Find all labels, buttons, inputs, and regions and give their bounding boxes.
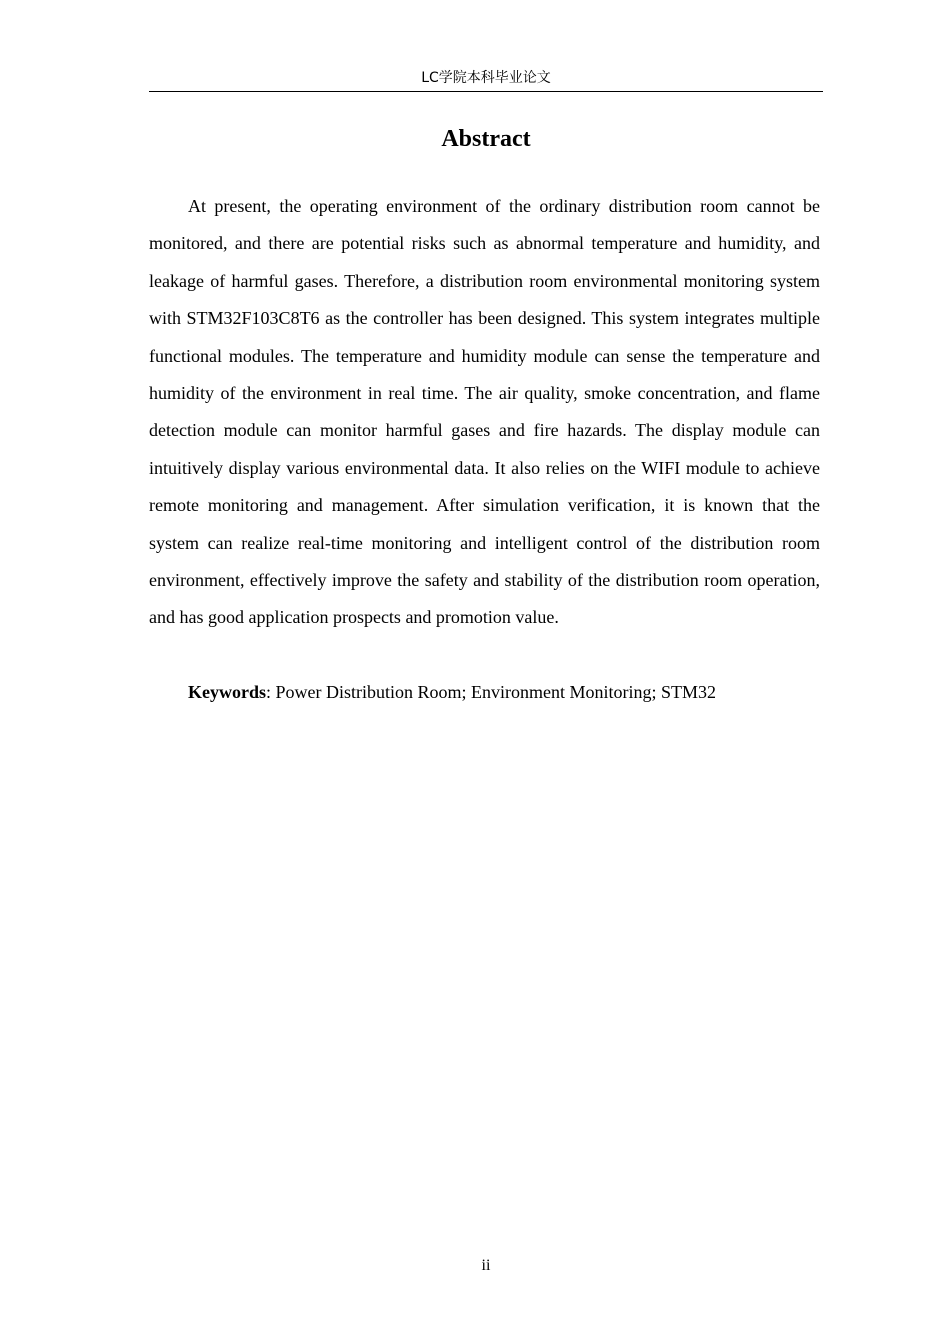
running-header: LC学院本科毕业论文 (421, 70, 551, 86)
keywords-label: Keywords (188, 682, 266, 702)
page-number: ii (481, 1257, 491, 1274)
abstract-body: At present, the operating environment of the ordinary distribution room cannot be monitored, and there are potential risks such as abnormal temperature and humidity, and leakage of harmful gases. Therefore, a distribution room environmental monitoring system with STM32F103C8T6 as the controller has been designed. This system integrates multiple functional modules. The temperature and humidity module can sense the temperature and humidity of the environment in real time. The air quality, smoke concentration, and flame detection module can monitor harmful gases and fire hazards. The display module can intuitively display various environmental data. It also relies on the WIFI module to achieve remote monitoring and management. After simulation verification, it is known that the system can realize real-time monitoring and intelligent control of the distribution room environment, effectively improve the safety and stability of the distribution room operation, and has good application prospects and promotion value. (149, 196, 820, 628)
keywords-text: : Power Distribution Room; Environment Monitoring; STM32 (266, 682, 716, 702)
abstract-title: Abstract (441, 126, 531, 152)
header-rule (149, 91, 823, 92)
keywords-line (149, 674, 820, 711)
